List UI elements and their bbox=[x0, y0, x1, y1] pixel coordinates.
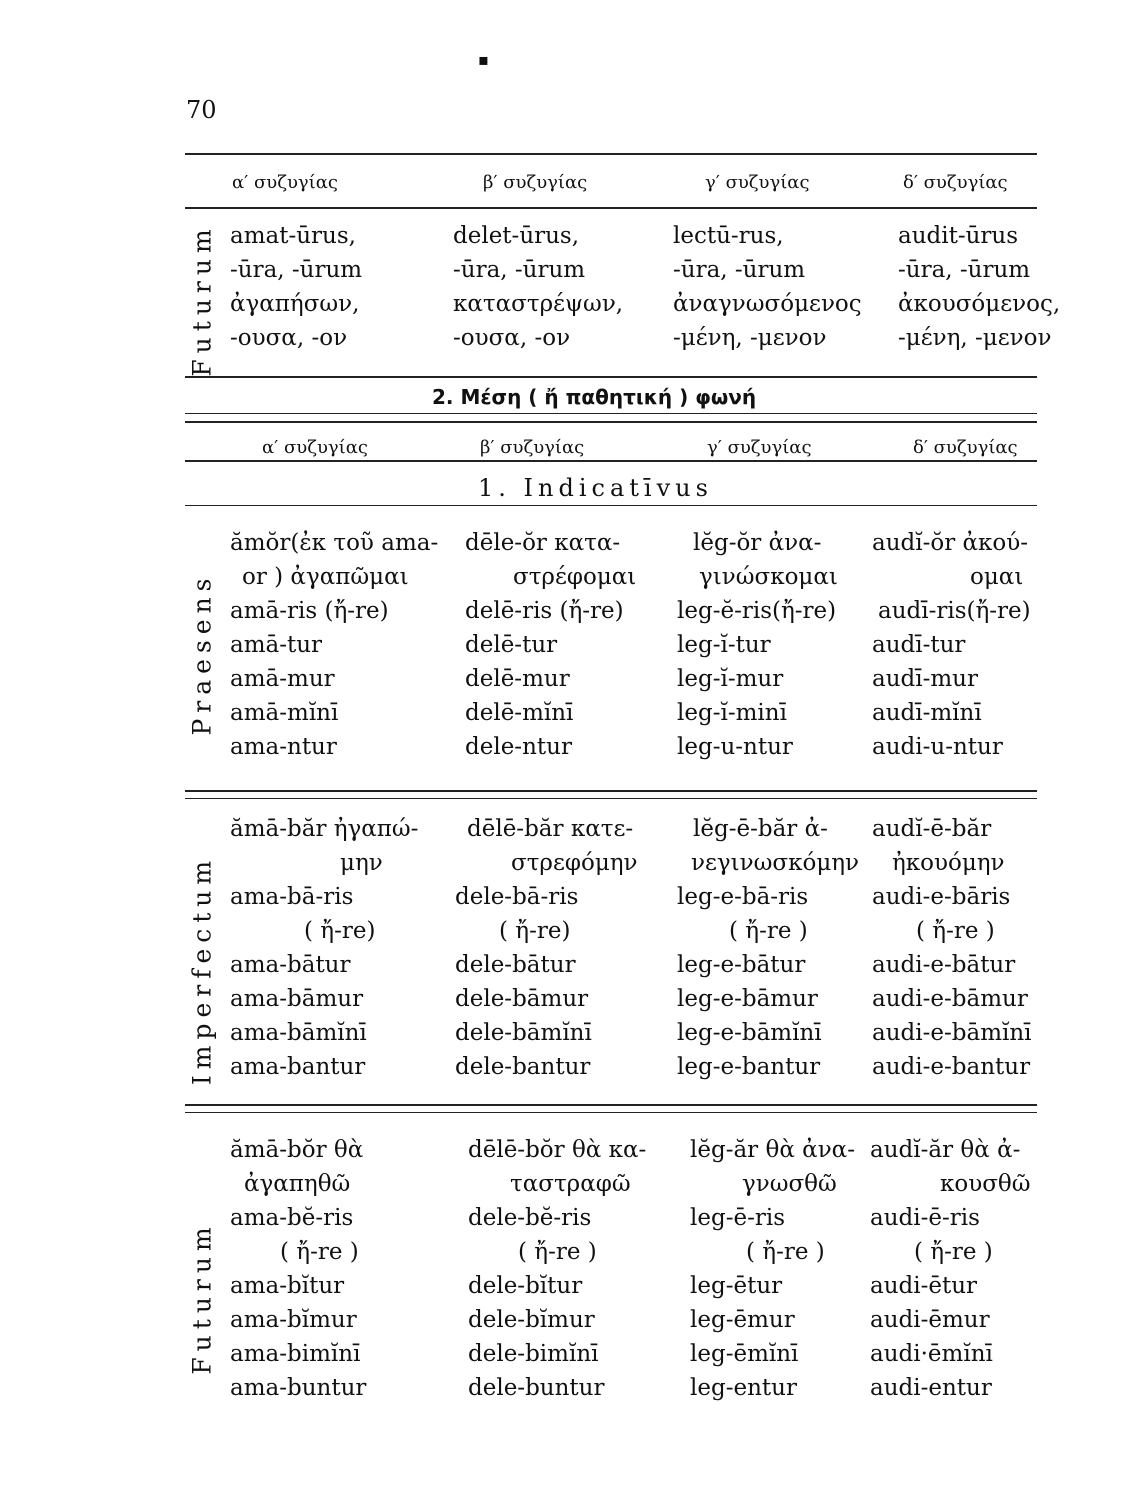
cell: -ūra, -ūrum bbox=[230, 257, 363, 283]
cell: ama-bĭtur bbox=[230, 1273, 345, 1299]
rule bbox=[185, 207, 1037, 209]
cell: ( ἤ-re ) bbox=[729, 918, 808, 944]
futurum-participle-col-d bbox=[898, 219, 1060, 355]
cell: νεγινωσκόμην bbox=[691, 850, 860, 876]
cell: -ουσα, -ον bbox=[230, 325, 348, 351]
imperfectum-col-d bbox=[872, 812, 1032, 1084]
cell: audi-e-bātur bbox=[872, 952, 1016, 978]
cell: ( ἤ-re) bbox=[499, 918, 571, 944]
cell: -μένη, -μενον bbox=[673, 325, 827, 351]
praesens-col-c bbox=[677, 526, 838, 764]
futurum-participle-col-b bbox=[453, 219, 623, 355]
rule bbox=[185, 421, 1037, 423]
cell: amā-ris (ἤ-re) bbox=[230, 598, 389, 624]
cell: audī-mĭnī bbox=[872, 700, 982, 726]
cell: amā-mĭnī bbox=[230, 700, 339, 726]
section-label-futurum-participle: Futurum bbox=[187, 223, 217, 377]
cell: μην bbox=[340, 850, 383, 876]
cell: στρεφόμην bbox=[511, 850, 638, 876]
cell: leg-ēmĭnī bbox=[690, 1341, 799, 1367]
cell: ομαι bbox=[970, 564, 1024, 590]
cell: -ουσα, -ον bbox=[453, 325, 571, 351]
col-header-a: α′ συζυγίας bbox=[232, 172, 338, 193]
cell: delē-mĭnī bbox=[465, 700, 574, 726]
cell: -ūra, -ūrum bbox=[898, 257, 1031, 283]
futurum-participle-col-c bbox=[673, 219, 862, 355]
cell: leg-ĭ-mur bbox=[677, 666, 784, 692]
cell: audi-e-bantur bbox=[872, 1054, 1031, 1080]
cell: ( ἤ-re ) bbox=[746, 1239, 825, 1265]
cell: delē-tur bbox=[465, 632, 558, 658]
rule bbox=[185, 790, 1037, 792]
cell: ama-bāmĭnī bbox=[230, 1020, 367, 1046]
cell: leg-ĭ-minī bbox=[677, 700, 787, 726]
cell: dele-bĭtur bbox=[468, 1273, 583, 1299]
cell: delē-mur bbox=[465, 666, 570, 692]
cell: ἀγαπηθῶ bbox=[244, 1171, 351, 1197]
cell: ama-bĭmur bbox=[230, 1307, 357, 1333]
cell: ἠκουόμην bbox=[892, 850, 1005, 876]
cell: audi-u-ntur bbox=[872, 734, 1003, 760]
col-header-d: δ′ συζυγίας bbox=[913, 437, 1018, 458]
rule bbox=[185, 153, 1037, 155]
cell: ( ἤ-re ) bbox=[914, 1239, 993, 1265]
cell: lĕg-ŏr ἀνα- bbox=[693, 530, 822, 556]
rule bbox=[185, 1104, 1037, 1106]
cell: ămā-bŏr θὰ bbox=[230, 1137, 364, 1163]
cell: leg-u-ntur bbox=[677, 734, 793, 760]
cell: audi-e-bāris bbox=[872, 884, 1011, 910]
cell: lĕg-ăr θὰ ἀνα- bbox=[690, 1137, 855, 1163]
cell: -ūra, -ūrum bbox=[673, 257, 806, 283]
col-header-b: β′ συζυγίας bbox=[483, 172, 588, 193]
cell: dēlē-bŏr θὰ κα- bbox=[468, 1137, 647, 1163]
cell: γνωσθῶ bbox=[742, 1171, 837, 1197]
rule bbox=[185, 505, 1037, 506]
cell: dēlē-băr κατε- bbox=[467, 816, 634, 842]
cell: leg-e-bāmur bbox=[677, 986, 818, 1012]
praesens-col-a bbox=[230, 526, 438, 764]
cell: ămŏr(ἐκ τοῦ ama- bbox=[230, 530, 439, 556]
section-label-imperfectum: Imperfectum bbox=[187, 854, 217, 1086]
cell: dele-bimĭnī bbox=[468, 1341, 599, 1367]
cell: καταστρέψων, bbox=[453, 291, 624, 317]
cell: γινώσκομαι bbox=[699, 564, 838, 590]
cell: ἀναγνωσόμενος bbox=[673, 291, 862, 317]
cell: audi-e-bāmur bbox=[872, 986, 1028, 1012]
cell: audi-entur bbox=[870, 1375, 992, 1401]
page-number: 70 bbox=[186, 96, 217, 124]
cell: amat-ūrus, bbox=[230, 223, 356, 249]
imperfectum-col-b bbox=[455, 812, 638, 1084]
cell: ama-ntur bbox=[230, 734, 337, 760]
cell: audit-ūrus bbox=[898, 223, 1019, 249]
section-label-praesens: Praesens bbox=[187, 572, 217, 736]
cell: audi-ētur bbox=[870, 1273, 978, 1299]
cell: στρέφομαι bbox=[513, 564, 637, 590]
rule bbox=[185, 460, 1037, 462]
cell: leg-e-bātur bbox=[677, 952, 806, 978]
cell: ἀκουσόμενος, bbox=[898, 291, 1061, 317]
section-label-futurum: Futurum bbox=[187, 1221, 217, 1375]
praesens-col-b bbox=[465, 526, 636, 764]
cell: delē-ris (ἤ-re) bbox=[465, 598, 624, 624]
cell: ama-bimĭnī bbox=[230, 1341, 361, 1367]
cell: leg-ĕ-ris(ἤ-re) bbox=[677, 598, 837, 624]
imperfectum-col-c bbox=[677, 812, 859, 1084]
cell: dele-bātur bbox=[455, 952, 576, 978]
cell: ămā-băr ἠγαπώ- bbox=[230, 816, 419, 842]
cell: audĭ-ŏr ἀκού- bbox=[872, 530, 1029, 556]
col-header-a: α′ συζυγίας bbox=[262, 437, 368, 458]
cell: dele-ntur bbox=[465, 734, 572, 760]
cell: ( ἤ-re ) bbox=[518, 1239, 597, 1265]
cell: leg-e-bāmĭnī bbox=[677, 1020, 822, 1046]
cell: lĕg-ē-băr ἀ- bbox=[693, 816, 828, 842]
cell: ama-bĕ-ris bbox=[230, 1205, 354, 1231]
cell: leg-ĭ-tur bbox=[677, 632, 771, 658]
stray-mark: ▪ bbox=[478, 50, 489, 69]
cell: ( ἤ-re ) bbox=[280, 1239, 359, 1265]
cell: dēle-ŏr κατα- bbox=[465, 530, 621, 556]
futurum-col-a bbox=[230, 1133, 366, 1405]
rule bbox=[185, 413, 1037, 414]
cell: amā-tur bbox=[230, 632, 323, 658]
rule bbox=[185, 798, 1037, 799]
cell: -μένη, -μενον bbox=[898, 325, 1052, 351]
futurum-participle-col-a bbox=[230, 219, 362, 355]
cell: audĭ-ăr θὰ ἀ- bbox=[870, 1137, 1021, 1163]
indicativus-title: 1. Indicatīvus bbox=[478, 474, 713, 502]
cell: audi-ēmur bbox=[870, 1307, 990, 1333]
cell: audī-mur bbox=[872, 666, 978, 692]
col-header-d: δ′ συζυγίας bbox=[903, 172, 1008, 193]
cell: dele-bantur bbox=[455, 1054, 591, 1080]
cell: leg-ētur bbox=[690, 1273, 783, 1299]
cell: audi·ēmĭnī bbox=[870, 1341, 993, 1367]
cell: audī-ris(ἤ-re) bbox=[878, 598, 1031, 624]
col-header-b: β′ συζυγίας bbox=[480, 437, 585, 458]
cell: κουσθῶ bbox=[940, 1171, 1031, 1197]
futurum-col-b bbox=[468, 1133, 646, 1405]
cell: audi-e-bāmĭnī bbox=[872, 1020, 1032, 1046]
praesens-col-d bbox=[872, 526, 1031, 764]
cell: audĭ-ē-băr bbox=[872, 816, 992, 842]
cell: ama-buntur bbox=[230, 1375, 367, 1401]
cell: ama-bā-ris bbox=[230, 884, 354, 910]
cell: dele-bāmur bbox=[455, 986, 589, 1012]
cell: amā-mur bbox=[230, 666, 335, 692]
col-header-c: γ′ συζυγίας bbox=[705, 172, 810, 193]
cell: ( ἤ-re) bbox=[304, 918, 376, 944]
cell: leg-ē-ris bbox=[690, 1205, 785, 1231]
rule bbox=[185, 376, 1037, 378]
cell: ama-bantur bbox=[230, 1054, 366, 1080]
cell: delet-ūrus, bbox=[453, 223, 580, 249]
col-header-c: γ′ συζυγίας bbox=[707, 437, 812, 458]
futurum-col-c bbox=[690, 1133, 855, 1405]
cell: leg-e-bā-ris bbox=[677, 884, 809, 910]
cell: ama-bāmur bbox=[230, 986, 364, 1012]
cell: dele-bāmĭnī bbox=[455, 1020, 592, 1046]
cell: dele-bā-ris bbox=[455, 884, 579, 910]
futurum-col-d bbox=[870, 1133, 1031, 1405]
rule bbox=[185, 1112, 1037, 1113]
cell: dele-buntur bbox=[468, 1375, 605, 1401]
cell: ταστραφῶ bbox=[510, 1171, 631, 1197]
imperfectum-col-a bbox=[230, 812, 418, 1084]
cell: leg-e-bantur bbox=[677, 1054, 821, 1080]
cell: audi-ē-ris bbox=[870, 1205, 980, 1231]
cell: leg-ēmur bbox=[690, 1307, 795, 1333]
cell: dele-bĭmur bbox=[468, 1307, 595, 1333]
cell: audī-tur bbox=[872, 632, 966, 658]
section-title: 2. Μέση ( ἤ παθητική ) φωνή bbox=[432, 385, 757, 409]
cell: leg-entur bbox=[690, 1375, 797, 1401]
cell: lectū-rus, bbox=[673, 223, 784, 249]
cell: -ūra, -ūrum bbox=[453, 257, 586, 283]
cell: dele-bĕ-ris bbox=[468, 1205, 592, 1231]
cell: ama-bātur bbox=[230, 952, 351, 978]
cell: or ) ἀγαπῶμαι bbox=[242, 564, 409, 590]
cell: ( ἤ-re ) bbox=[916, 918, 995, 944]
cell: ἀγαπήσων, bbox=[230, 291, 360, 317]
